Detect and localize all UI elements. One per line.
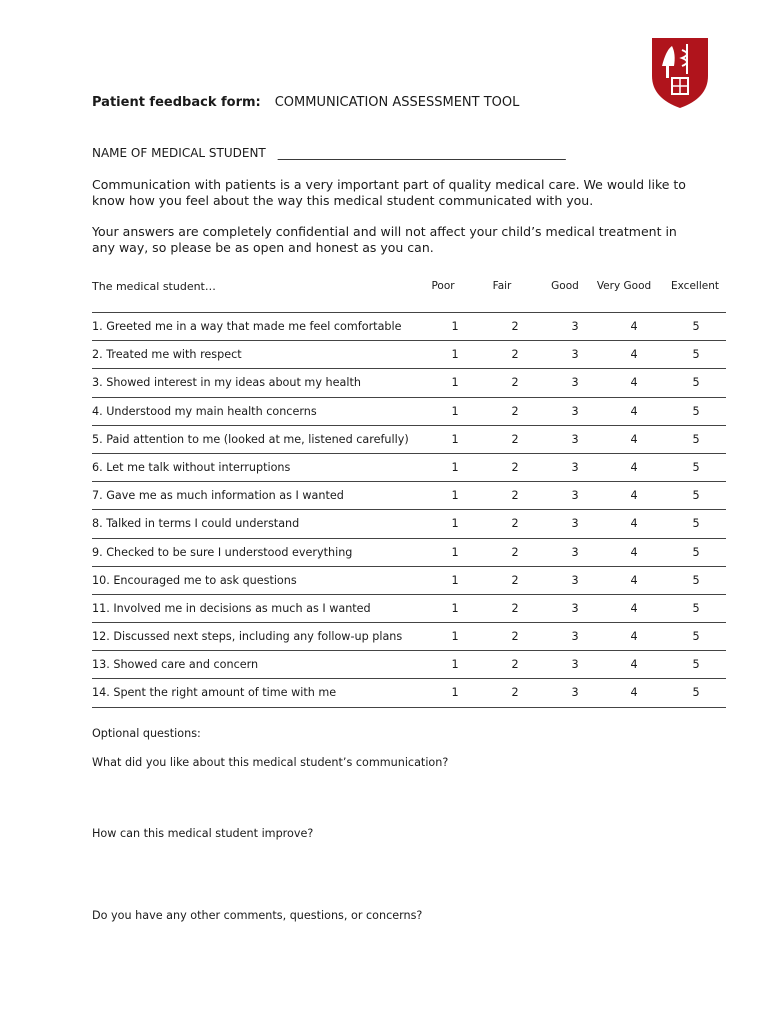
rating-option-4[interactable]: 4 xyxy=(630,545,638,559)
rating-option-1[interactable]: 1 xyxy=(451,320,459,333)
optional-questions-heading: Optional questions: xyxy=(92,727,201,740)
rating-option-4[interactable]: 4 xyxy=(630,404,638,418)
rating-option-2[interactable]: 2 xyxy=(511,489,519,503)
rating-option-1[interactable]: 1 xyxy=(451,573,459,587)
row-question-label: 9. Checked to be sure I understood everything xyxy=(92,545,353,559)
rating-option-1[interactable]: 1 xyxy=(451,460,459,474)
form-title-subtitle: COMMUNICATION ASSESSMENT TOOL xyxy=(274,95,520,110)
table-row xyxy=(92,369,726,397)
rating-option-5[interactable]: 5 xyxy=(692,404,700,418)
table-row xyxy=(92,482,726,510)
row-question-label: 1. Greeted me in a way that made me feel comfortable xyxy=(92,320,402,333)
rating-option-4[interactable]: 4 xyxy=(630,658,638,672)
row-question-label: 14. Spent the right amount of time with me xyxy=(92,686,337,700)
rating-option-2[interactable]: 2 xyxy=(511,348,519,362)
rating-option-5[interactable]: 5 xyxy=(692,658,700,672)
table-row xyxy=(92,595,726,623)
intro-paragraph-2: Your answers are completely confidential and will not affect your child’s medical treatment in any way, so please be as open and honest as you can. xyxy=(92,224,677,255)
rating-option-3[interactable]: 3 xyxy=(571,376,579,390)
row-question-label: 7. Gave me as much information as I wanted xyxy=(92,489,344,503)
table-row xyxy=(92,426,726,454)
rating-option-3[interactable]: 3 xyxy=(571,630,579,644)
rating-option-5[interactable]: 5 xyxy=(692,601,700,615)
rating-option-3[interactable]: 3 xyxy=(571,573,579,587)
rating-option-5[interactable]: 5 xyxy=(692,432,700,446)
rating-option-5[interactable]: 5 xyxy=(692,545,700,559)
rating-option-2[interactable]: 2 xyxy=(511,432,519,446)
rating-option-1[interactable]: 1 xyxy=(451,432,459,446)
rating-option-4[interactable]: 4 xyxy=(630,686,638,700)
rating-option-3[interactable]: 3 xyxy=(571,601,579,615)
rating-option-1[interactable]: 1 xyxy=(451,489,459,503)
rating-option-1[interactable]: 1 xyxy=(451,348,459,362)
table-row xyxy=(92,510,726,538)
rating-option-1[interactable]: 1 xyxy=(451,658,459,672)
rating-option-1[interactable]: 1 xyxy=(451,376,459,390)
rating-option-2[interactable]: 2 xyxy=(511,601,519,615)
rating-option-5[interactable]: 5 xyxy=(692,348,700,362)
optional-question-3: Do you have any other comments, questions, or concerns? xyxy=(92,909,423,922)
optional-question-1: What did you like about this medical student’s communication? xyxy=(92,756,449,769)
column-header-excellent: Excellent xyxy=(671,280,719,292)
rating-table xyxy=(92,312,726,708)
row-question-label: 8. Talked in terms I could understand xyxy=(92,517,300,531)
rating-option-5[interactable]: 5 xyxy=(692,489,700,503)
rating-option-2[interactable]: 2 xyxy=(511,545,519,559)
rating-option-1[interactable]: 1 xyxy=(451,404,459,418)
rating-option-4[interactable]: 4 xyxy=(630,517,638,531)
rating-option-2[interactable]: 2 xyxy=(511,460,519,474)
intro-paragraph-1: Communication with patients is a very important part of quality medical care. We would like to know how you feel about the way this medical student communicated with you. xyxy=(92,177,686,208)
student-name-line xyxy=(92,146,566,160)
table-row xyxy=(92,651,726,679)
rating-option-2[interactable]: 2 xyxy=(511,320,519,333)
rating-option-3[interactable]: 3 xyxy=(571,545,579,559)
table-row xyxy=(92,539,726,567)
student-name-label: NAME OF MEDICAL STUDENT xyxy=(92,146,266,160)
rating-option-5[interactable]: 5 xyxy=(692,460,700,474)
row-question-label: 2. Treated me with respect xyxy=(92,348,242,362)
row-question-label: 4. Understood my main health concerns xyxy=(92,404,317,418)
table-row xyxy=(92,341,726,369)
table-row xyxy=(92,623,726,651)
rating-option-5[interactable]: 5 xyxy=(692,320,700,333)
student-name-blank[interactable]: ________________________________________________ xyxy=(277,146,566,160)
rating-option-4[interactable]: 4 xyxy=(630,376,638,390)
rating-option-3[interactable]: 3 xyxy=(571,320,579,333)
rating-option-3[interactable]: 3 xyxy=(571,432,579,446)
row-question-label: 10. Encouraged me to ask questions xyxy=(92,573,297,587)
rating-option-4[interactable]: 4 xyxy=(630,489,638,503)
rating-option-4[interactable]: 4 xyxy=(630,630,638,644)
form-title xyxy=(92,95,519,110)
rating-option-3[interactable]: 3 xyxy=(571,489,579,503)
table-row xyxy=(92,312,726,341)
rating-option-5[interactable]: 5 xyxy=(692,686,700,700)
row-question-label: 6. Let me talk without interruptions xyxy=(92,460,291,474)
rating-option-4[interactable]: 4 xyxy=(630,573,638,587)
rating-option-1[interactable]: 1 xyxy=(451,630,459,644)
rating-option-1[interactable]: 1 xyxy=(451,517,459,531)
rating-option-3[interactable]: 3 xyxy=(571,348,579,362)
rating-option-4[interactable]: 4 xyxy=(630,460,638,474)
shield-logo-icon xyxy=(648,36,712,110)
rating-option-2[interactable]: 2 xyxy=(511,686,519,700)
rating-option-4[interactable]: 4 xyxy=(630,320,638,333)
table-row xyxy=(92,679,726,707)
table-row xyxy=(92,454,726,482)
rating-option-4[interactable]: 4 xyxy=(630,601,638,615)
rating-option-3[interactable]: 3 xyxy=(571,460,579,474)
rating-option-4[interactable]: 4 xyxy=(630,348,638,362)
institution-logo xyxy=(648,36,712,110)
table-intro: The medical student… xyxy=(92,280,216,293)
rating-option-1[interactable]: 1 xyxy=(451,545,459,559)
row-question-label: 12. Discussed next steps, including any follow-up plans xyxy=(92,630,403,644)
rating-option-2[interactable]: 2 xyxy=(511,404,519,418)
rating-option-3[interactable]: 3 xyxy=(571,686,579,700)
table-row xyxy=(92,567,726,595)
optional-question-2: How can this medical student improve? xyxy=(92,827,314,840)
rating-option-1[interactable]: 1 xyxy=(451,601,459,615)
rating-option-5[interactable]: 5 xyxy=(692,630,700,644)
rating-option-3[interactable]: 3 xyxy=(571,658,579,672)
column-header-very-good: Very Good xyxy=(596,280,652,292)
form-title-bold: Patient feedback form: xyxy=(92,95,261,110)
rating-option-5[interactable]: 5 xyxy=(692,517,700,531)
column-header-good: Good xyxy=(551,280,579,292)
rating-option-2[interactable]: 2 xyxy=(511,630,519,644)
rating-option-5[interactable]: 5 xyxy=(692,376,700,390)
rating-option-5[interactable]: 5 xyxy=(692,573,700,587)
row-question-label: 13. Showed care and concern xyxy=(92,658,259,672)
table-row xyxy=(92,398,726,426)
rating-option-2[interactable]: 2 xyxy=(511,573,519,587)
rating-option-1[interactable]: 1 xyxy=(451,686,459,700)
column-header-poor: Poor xyxy=(431,280,455,292)
rating-option-4[interactable]: 4 xyxy=(630,432,638,446)
column-header-fair: Fair xyxy=(492,280,512,292)
rating-option-3[interactable]: 3 xyxy=(571,517,579,531)
rating-option-2[interactable]: 2 xyxy=(511,376,519,390)
rating-option-3[interactable]: 3 xyxy=(571,404,579,418)
rating-option-2[interactable]: 2 xyxy=(511,658,519,672)
row-question-label: 5. Paid attention to me (looked at me, listened carefully) xyxy=(92,432,409,446)
row-question-label: 11. Involved me in decisions as much as I wanted xyxy=(92,601,371,615)
row-question-label: 3. Showed interest in my ideas about my health xyxy=(92,376,361,390)
rating-option-2[interactable]: 2 xyxy=(511,517,519,531)
